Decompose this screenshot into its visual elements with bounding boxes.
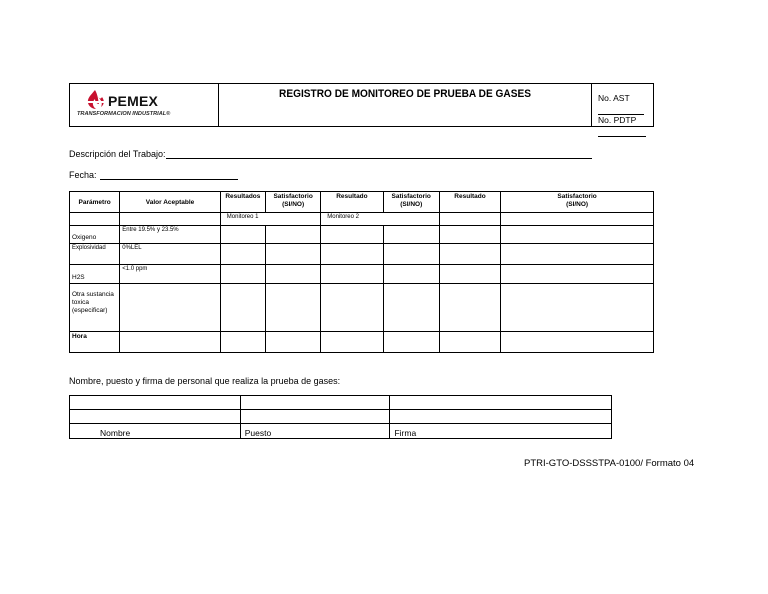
logo-subtitle: TRANSFORMACION INDUSTRIAL® xyxy=(77,111,171,117)
signature-table xyxy=(69,395,612,439)
result-cell[interactable] xyxy=(383,265,439,284)
ast-field[interactable] xyxy=(598,93,653,115)
ast-line xyxy=(598,107,644,115)
pdtp-line xyxy=(598,129,646,137)
valor-otra-sustancia[interactable] xyxy=(120,284,221,332)
sat1-sino: (SI/NO) xyxy=(282,201,305,208)
valor-h2s: <1.0 ppm xyxy=(120,265,221,284)
result-cell[interactable] xyxy=(383,284,439,332)
result-cell[interactable] xyxy=(265,284,320,332)
monitoreo-1-label: Monitoreo 1 xyxy=(220,213,321,226)
signature-cell[interactable] xyxy=(390,410,612,424)
header-resultado-2: Resultado xyxy=(321,192,383,213)
result-cell[interactable] xyxy=(501,265,654,284)
reference-numbers xyxy=(592,84,653,126)
result-cell[interactable] xyxy=(501,284,654,332)
title-cell xyxy=(219,84,592,126)
result-cell[interactable] xyxy=(220,332,265,353)
ast-label: No. AST xyxy=(598,93,630,103)
table-header-row xyxy=(70,192,654,213)
sat3-sino: (SI/NO) xyxy=(566,201,589,208)
puesto-label: Puesto xyxy=(240,424,390,439)
description-line xyxy=(166,150,592,159)
result-cell[interactable] xyxy=(321,332,383,353)
pdtp-field[interactable] xyxy=(598,115,653,137)
signature-cell[interactable] xyxy=(240,396,390,410)
form-title: REGISTRO DE MONITOREO DE PRUEBA DE GASES xyxy=(279,88,531,100)
result-cell[interactable] xyxy=(220,284,265,332)
param-oxigeno: Oxigeno xyxy=(70,226,120,244)
result-cell[interactable] xyxy=(439,265,500,284)
param-otra-sustancia: Otra sustancia toxica (especificar) xyxy=(70,284,120,332)
result-cell[interactable] xyxy=(501,244,654,265)
result-cell[interactable] xyxy=(265,265,320,284)
result-cell[interactable] xyxy=(383,226,439,244)
result-cell[interactable] xyxy=(501,226,654,244)
signature-heading: Nombre, puesto y firma de personal que realiza la prueba de gases: xyxy=(69,376,341,386)
result-cell[interactable] xyxy=(501,332,654,353)
header-satisfactorio-1 xyxy=(265,192,320,213)
valor-hora[interactable] xyxy=(120,332,221,353)
result-cell[interactable] xyxy=(439,284,500,332)
signature-cell[interactable] xyxy=(390,396,612,410)
sat1-text: Satisfactorio xyxy=(273,193,313,200)
table-cell xyxy=(439,213,500,226)
signature-label-row xyxy=(70,424,612,439)
description-label: Descripción del Trabajo: xyxy=(69,149,166,159)
table-cell xyxy=(70,213,120,226)
result-cell[interactable] xyxy=(321,284,383,332)
date-label: Fecha: xyxy=(69,170,97,180)
table-cell xyxy=(501,213,654,226)
result-cell[interactable] xyxy=(439,226,500,244)
result-cell[interactable] xyxy=(265,226,320,244)
table-row xyxy=(70,244,654,265)
header-resultado-3: Resultado xyxy=(439,192,500,213)
pemex-logo xyxy=(70,84,219,126)
form-code: PTRI-GTO-DSSSTPA-0100/ Formato 04 xyxy=(524,458,695,469)
pdtp-label: No. PDTP xyxy=(598,115,637,125)
table-row xyxy=(70,265,654,284)
description-field[interactable] xyxy=(69,149,592,159)
table-row xyxy=(70,284,654,332)
sat2-sino: (SI/NO) xyxy=(400,201,423,208)
monitoring-table xyxy=(69,191,654,353)
header-valor-aceptable: Valor Aceptable xyxy=(120,192,221,213)
result-cell[interactable] xyxy=(439,244,500,265)
logo-wordmark: PEMEX xyxy=(108,93,159,109)
header-satisfactorio-3 xyxy=(501,192,654,213)
header-resultados: Resultados xyxy=(220,192,265,213)
nombre-label: Nombre xyxy=(70,424,241,439)
header-satisfactorio-2 xyxy=(383,192,439,213)
signature-cell[interactable] xyxy=(70,410,241,424)
signature-cell[interactable] xyxy=(240,410,390,424)
param-hora: Hora xyxy=(70,332,120,353)
param-h2s: H2S xyxy=(70,265,120,284)
signature-row xyxy=(70,396,612,410)
param-explosividad: Explosividad xyxy=(70,244,120,265)
date-line xyxy=(100,171,238,180)
header-parametro: Parámetro xyxy=(70,192,120,213)
signature-row xyxy=(70,410,612,424)
date-field[interactable] xyxy=(69,170,238,180)
result-cell[interactable] xyxy=(321,265,383,284)
sat3-text: Satisfactorio xyxy=(557,193,597,200)
result-cell[interactable] xyxy=(321,226,383,244)
result-cell[interactable] xyxy=(265,244,320,265)
result-cell[interactable] xyxy=(220,265,265,284)
result-cell[interactable] xyxy=(220,226,265,244)
table-row xyxy=(70,226,654,244)
signature-cell[interactable] xyxy=(70,396,241,410)
valor-explosividad: 0%LEL xyxy=(120,244,221,265)
valor-oxigeno: Entre 19.5% y 23.5% xyxy=(120,226,221,244)
pemex-flame-icon xyxy=(84,89,108,111)
result-cell[interactable] xyxy=(383,244,439,265)
monitoreo-row xyxy=(70,213,654,226)
result-cell[interactable] xyxy=(439,332,500,353)
monitoreo-2-label: Monitoreo 2 xyxy=(321,213,440,226)
result-cell[interactable] xyxy=(265,332,320,353)
form-header xyxy=(69,83,654,127)
table-cell xyxy=(120,213,221,226)
result-cell[interactable] xyxy=(383,332,439,353)
result-cell[interactable] xyxy=(220,244,265,265)
result-cell[interactable] xyxy=(321,244,383,265)
firma-label: Firma xyxy=(390,424,612,439)
table-row xyxy=(70,332,654,353)
sat2-text: Satisfactorio xyxy=(391,193,431,200)
